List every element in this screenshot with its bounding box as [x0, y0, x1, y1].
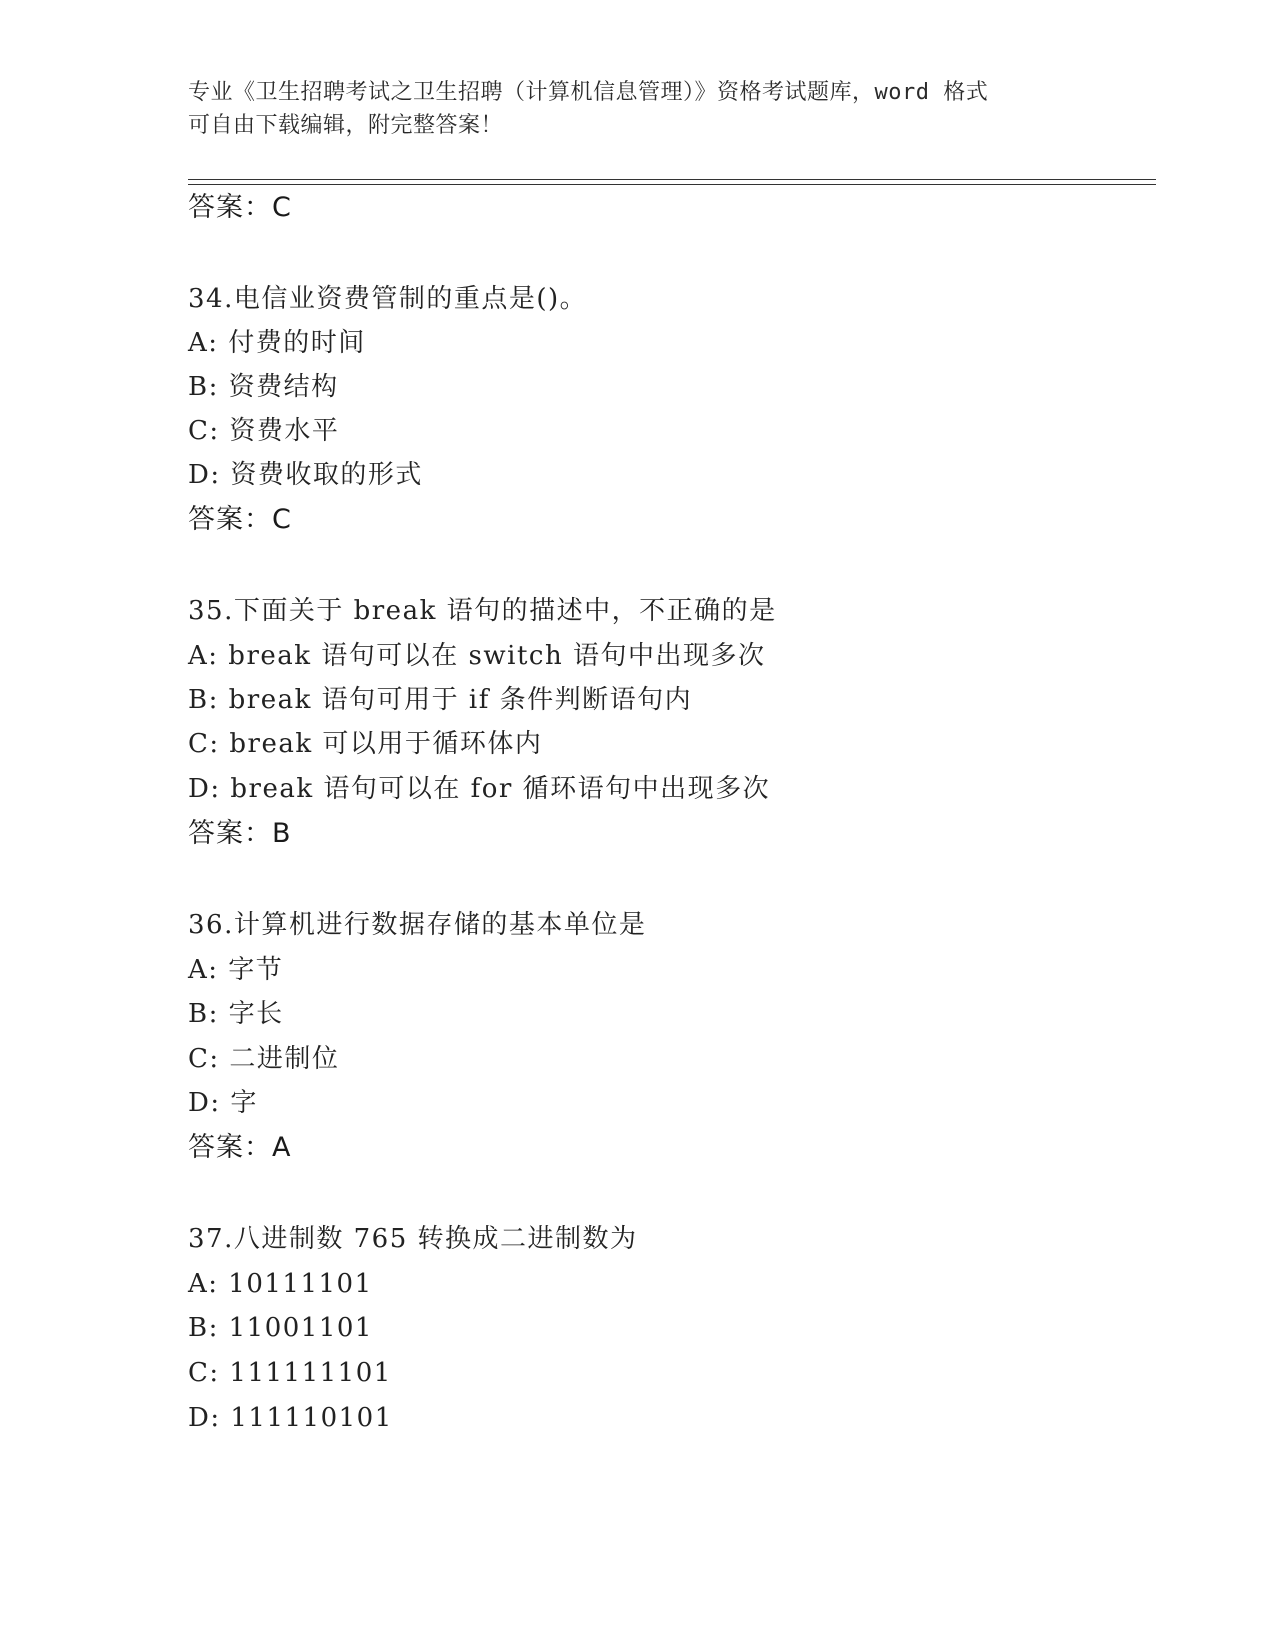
question-stem: 34.电信业资费管制的重点是()。: [188, 284, 588, 314]
option-c: C: break 可以用于循环体内: [188, 729, 543, 759]
option-b: B: 资费结构: [188, 372, 339, 402]
answer-line: 答案：B: [188, 818, 292, 849]
option-b: B: 11001101: [188, 1313, 373, 1343]
header-divider-top: [188, 179, 1156, 180]
question-stem: 35.下面关于 break 语句的描述中，不正确的是: [188, 596, 777, 626]
option-c: C: 二进制位: [188, 1044, 340, 1074]
option-c: C: 资费水平: [188, 416, 340, 446]
header-line-1: 专业《卫生招聘考试之卫生招聘（计算机信息管理）》资格考试题库，word 格式: [188, 80, 989, 105]
option-a: A: 付费的时间: [188, 328, 366, 358]
document-header: [188, 76, 1088, 142]
answer-line: 答案：A: [188, 1132, 292, 1163]
option-b: B: break 语句可用于 if 条件判断语句内: [188, 685, 693, 715]
option-d: D: 字: [188, 1088, 258, 1118]
header-line-2: 可自由下载编辑，附完整答案！: [188, 113, 504, 138]
option-b: B: 字长: [188, 999, 284, 1029]
option-a: A: 10111101: [188, 1269, 373, 1299]
answer-line: 答案：C: [188, 504, 292, 535]
question-stem: 36.计算机进行数据存储的基本单位是: [188, 910, 647, 940]
option-a: A: break 语句可以在 switch 语句中出现多次: [188, 641, 766, 671]
option-c: C: 111111101: [188, 1358, 392, 1388]
option-a: A: 字节: [188, 955, 284, 985]
question-stem: 37.八进制数 765 转换成二进制数为: [188, 1224, 638, 1254]
header-divider-bottom: [188, 184, 1156, 185]
option-d: D: 111110101: [188, 1403, 393, 1433]
answer-line: 答案：C: [188, 192, 292, 223]
option-d: D: break 语句可以在 for 循环语句中出现多次: [188, 774, 771, 804]
option-d: D: 资费收取的形式: [188, 460, 423, 490]
